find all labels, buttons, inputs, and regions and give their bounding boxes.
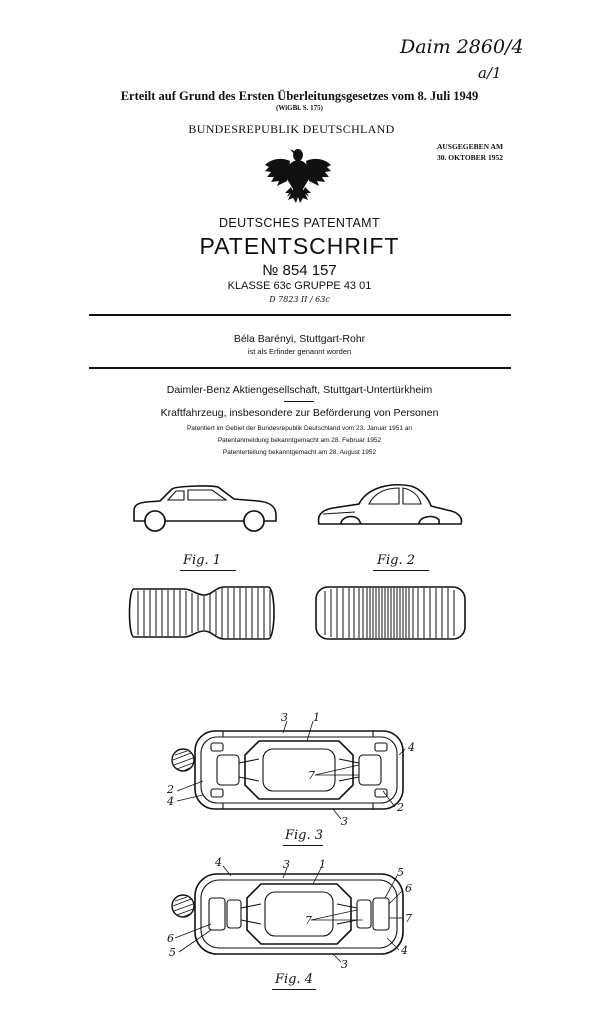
- fig4-callout-6-right: 6: [405, 882, 412, 895]
- patent-title: Kraftfahrzeug, insbesondere zur Beförderung von Personen: [160, 407, 439, 419]
- divider-top: [89, 314, 511, 316]
- fig3-callout-4-left: 4: [167, 795, 174, 808]
- inventor-note: ist als Erfinder genannt worden: [247, 347, 352, 356]
- handwritten-subreference: a/1: [478, 64, 502, 82]
- applicant: Daimler-Benz Aktiengesellschaft, Stuttgart-Untertürkheim: [166, 384, 433, 396]
- patent-number: № 854 157: [262, 262, 337, 279]
- authority-line: Erteilt auf Grund des Ersten Überleitungsgesetzes vom 8. Juli 1949: [120, 89, 479, 103]
- fig2-label: Fig. 2: [377, 553, 416, 568]
- fig1-top-view-drawing: [128, 585, 278, 641]
- fig3-callout-3-top: 3: [281, 711, 288, 724]
- fig4-underline: [272, 989, 316, 990]
- fig4-callout-3-top: 3: [283, 858, 290, 871]
- fig1-underline: [180, 570, 236, 571]
- fig4-callout-5-right: 5: [397, 866, 404, 879]
- fig3-callout-3-bottom: 3: [341, 815, 348, 828]
- file-reference: D 7823 II / 63c: [269, 295, 330, 304]
- fig3-callout-2-right: 2: [397, 801, 404, 814]
- gazette-ref: (WiGBl. S. 175): [276, 104, 323, 112]
- fig4-callout-5-left: 5: [169, 946, 176, 959]
- issued-date: 30. OKTOBER 1952: [437, 153, 503, 162]
- fig4-callout-4-top: 4: [215, 856, 222, 869]
- handwritten-reference: Daim 2860/4: [400, 36, 524, 58]
- fig2-top-view-drawing: [313, 585, 468, 641]
- fig3-callout-2-left: 2: [167, 783, 174, 796]
- fig3-callout-7: 7: [308, 769, 315, 782]
- fig4-callout-1: 1: [319, 858, 326, 871]
- fig3-callout-4-right: 4: [408, 741, 415, 754]
- fig4-callout-4-right: 4: [401, 944, 408, 957]
- fig4-callout-7-right: 7: [405, 912, 412, 925]
- fig4-callout-3-bottom: 3: [341, 958, 348, 971]
- applicant-underline: [284, 401, 314, 402]
- federal-eagle-icon: [263, 143, 333, 207]
- fig4-label: Fig. 4: [275, 972, 314, 987]
- fig1-sedan-side-drawing: [130, 483, 280, 533]
- issued-label: AUSGEGEBEN AM: [436, 142, 504, 151]
- fig2-streamlined-side-drawing: [315, 480, 465, 530]
- fig2-underline: [373, 570, 429, 571]
- class-group: KLASSE 63c GRUPPE 43 01: [227, 280, 372, 292]
- fig4-callout-6-left: 6: [167, 932, 174, 945]
- date-line-3: Patenterteilung bekanntgemacht am 28. August 1952: [222, 449, 377, 456]
- fig3-label: Fig. 3: [285, 828, 324, 843]
- fig4-callout-7-center: 7: [305, 914, 312, 927]
- country-heading: BUNDESREPUBLIK DEUTSCHLAND: [188, 122, 395, 136]
- date-line-1: Patentiert im Gebiet der Bundesrepublik Deutschland vom 23. Januar 1951 an: [186, 425, 413, 432]
- fig1-label: Fig. 1: [183, 553, 222, 568]
- fig3-callout-1: 1: [313, 711, 320, 724]
- patent-office: DEUTSCHES PATENTAMT: [218, 216, 381, 230]
- fig4-chassis-drawing: [163, 856, 433, 971]
- fig3-chassis-drawing: [163, 711, 433, 828]
- date-line-2: Patentanmeldung bekanntgemacht am 28. Februar 1952: [217, 437, 382, 444]
- fig3-underline: [283, 845, 323, 846]
- document-type: PATENTSCHRIFT: [199, 233, 400, 259]
- inventor-name: Béla Barényi, Stuttgart-Rohr: [233, 333, 366, 345]
- divider-middle: [89, 367, 511, 369]
